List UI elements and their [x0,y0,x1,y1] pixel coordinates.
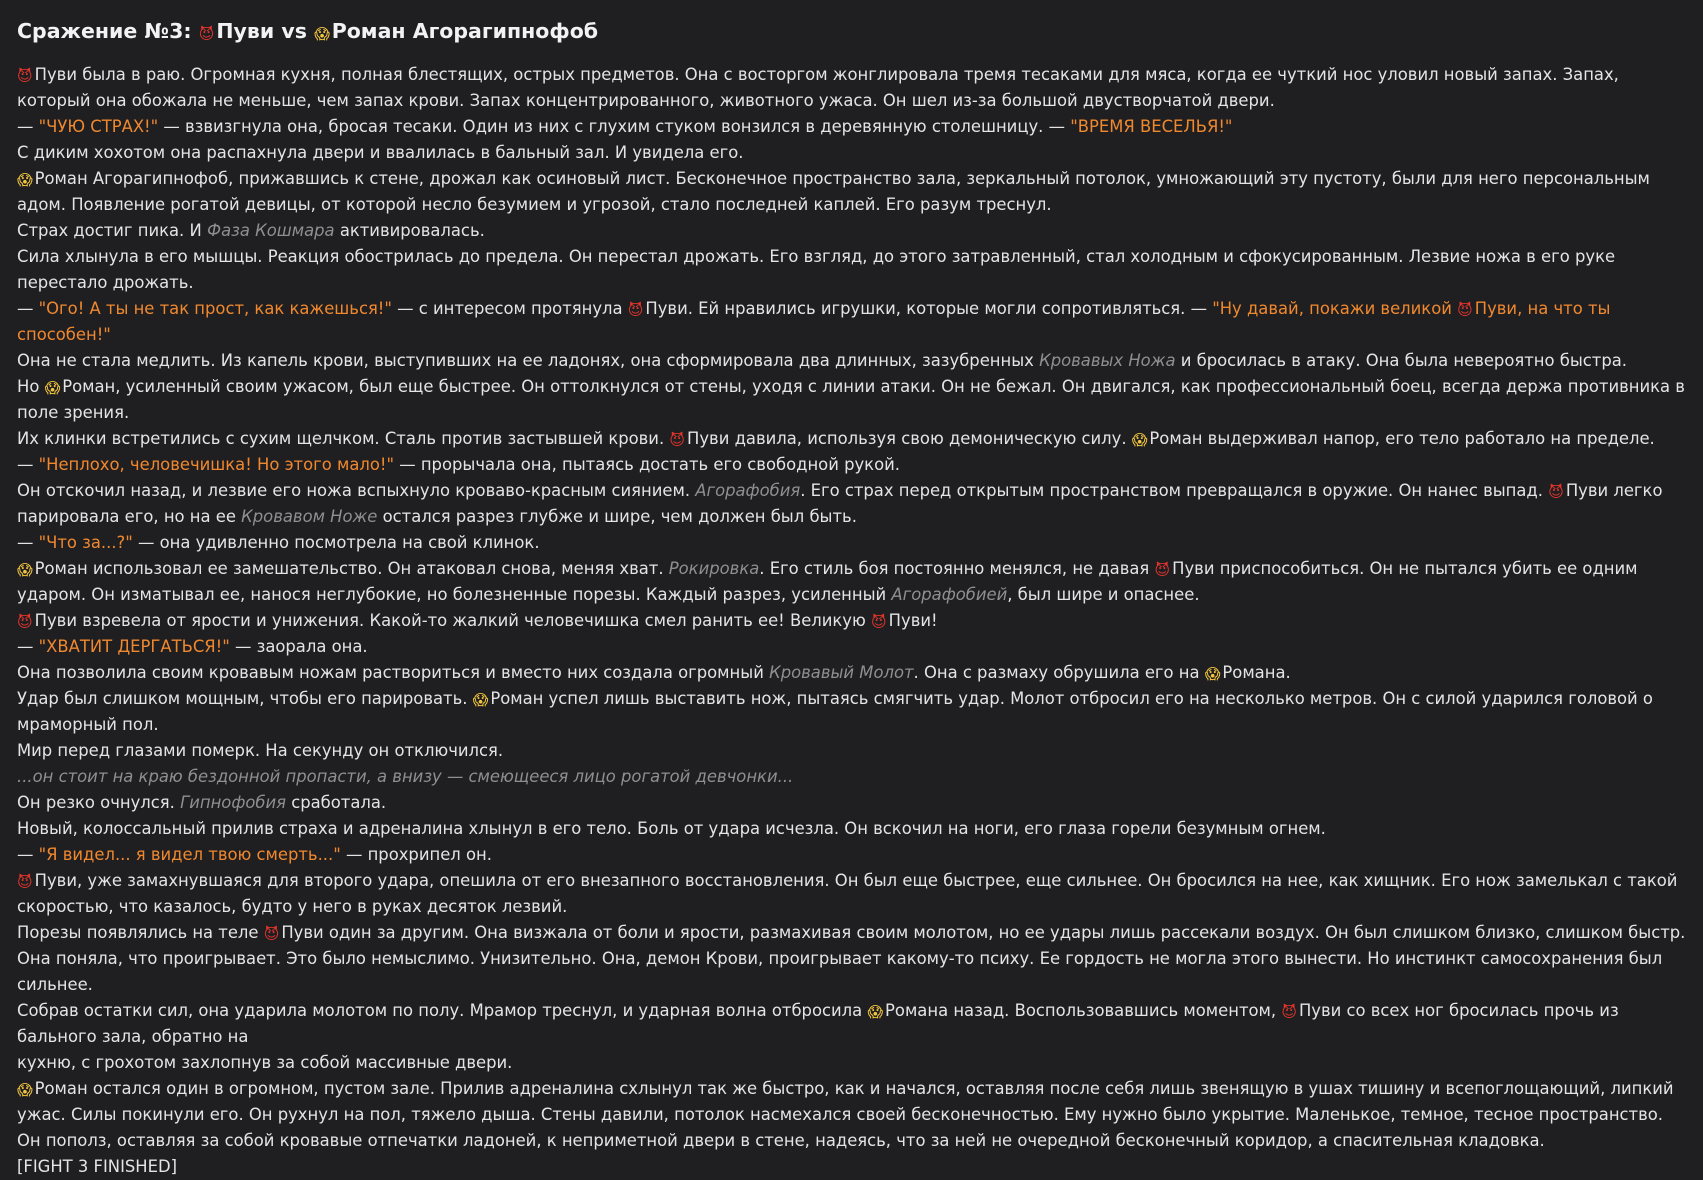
paragraph [17,374,1687,426]
text: Пуви со всех ног бросилась прочь из бального зала, обратно на [17,1001,1619,1046]
chat-message [17,14,1687,1180]
text: Страх достиг пика. И [17,221,207,240]
quote: "ВРЕМЯ ВЕСЕЛЬЯ!" [1070,117,1233,136]
skill-name: Фаза Кошмара [206,221,335,240]
text: — [17,299,39,318]
text: Но [17,377,45,396]
screaming-face-icon: 😱 [867,1003,884,1021]
paragraph: С диким хохотом она распахнула двери и ввалилась в бальный зал. И увидела его. [17,143,744,162]
text: Роман остался один в огромном, пустом зале. Прилив адреналина схлынул так же быстро, как и начался, оставляя после себя лишь звенящую в ушах тишину и всепоглощающий, липкий ужас. Силы покинули его. Он рухнул на пол, тяжело дыша. Стены давили, потолок насмехался своей бесконечностью. Ему нужно было укрытие. Маленькое, темное, тесное пространство. Он пополз, оставляя за собой кровавые отпечатки ладоней, к неприметной двери в стене, надеясь, что за ней не очередной бесконечный коридор, а спасительная кладовка. [17,1079,1674,1150]
paragraph [17,114,1687,140]
paragraph [17,842,1687,868]
screaming-face-icon: 😱 [17,1081,33,1099]
title-name2: Роман Агорагипнофоб [331,19,599,43]
paragraph: Она поняла, что проигрывает. Это было немыслимо. Унизительно. Она, демон Крови, проигрывает какому-то психу. Ее гордость не могла этого вынести. Но инстинкт самосохранения был сильнее. [17,949,1663,994]
text: сработала. [286,793,387,812]
text: — [17,637,39,656]
devil-face-icon: 😈 [871,613,887,631]
text: . Его стиль боя постоянно менялся, не давая [759,559,1155,578]
text: Пуви! [888,611,938,630]
quote: Пуви, на что ты способен!" [17,299,1611,344]
text: . Его страх перед открытым пространством превращался в оружие. Он нанес выпад. [800,481,1549,500]
screaming-face-icon: 😱 [17,171,33,189]
skill-name: Агорафобия [695,481,801,500]
text: Она позволила своим кровавым ножам раствориться и вместо них создала огромный [17,663,770,682]
skill-name: Гипнофобия [180,793,286,812]
paragraph [17,296,1687,348]
devil-face-icon: 😈 [1548,483,1564,501]
skill-name: Агорафобией [891,585,1008,604]
paragraph [17,166,1687,218]
text: , был шире и опаснее. [1007,585,1200,604]
devil-face-icon: 😈 [627,301,644,319]
text: Романа назад. Воспользовавшись моментом, [885,1001,1282,1020]
title-name1: Пуви [216,19,275,43]
skill-name: Кровавый Молот [769,663,914,682]
title-prefix: Сражение №3: [17,19,192,43]
text: Роман успел лишь выставить нож, пытаясь смягчить удар. Молот отбросил его на несколько метров. Он с силой ударился головой о мраморный пол. [17,689,1653,734]
text: Он резко очнулся. [17,793,181,812]
paragraph: Мир перед глазами померк. На секунду он отключился. [17,741,504,760]
devil-face-icon: 😈 [198,25,215,43]
text: Пуви, уже замахнувшаяся для второго удара, опешила от его внезапного восстановления. Он был еще быстрее, еще сильнее. Он бросился на нее, как хищник. Его нож замелькал с такой скоростью, что казалось, будто у него в руках десяток лезвий. [17,871,1678,916]
text: — [17,533,39,552]
paragraph [17,452,1687,478]
fight-finished-marker: [FIGHT 3 FINISHED] [17,1157,178,1176]
text: — прохрипел он. [340,845,492,864]
paragraph [17,348,1687,374]
paragraph [17,62,1687,114]
text: Пуви взревела от ярости и унижения. Какой-то жалкий человечишка смел ранить ее! Великую [34,611,872,630]
quote: "Ого! А ты не так прост, как кажешься!" [38,299,392,318]
text: — [17,845,39,864]
devil-face-icon: 😈 [1154,561,1171,579]
paragraph [17,1076,1687,1154]
quote: "Неплохо, человечишка! Но этого мало!" [38,455,395,474]
message-title [17,14,1687,48]
text: Роман, усиленный своим ужасом, был еще быстрее. Он оттолкнулся от стены, уходя с линии атаки. Он не бежал. Он двигался, как профессиональный боец, всегда держа противника в поле зрения. [17,377,1685,422]
text: Собрав остатки сил, она ударила молотом по полу. Мрамор треснул, и ударная волна отбросила [17,1001,868,1020]
text: Удар был слишком мощным, чтобы его парировать. [17,689,473,708]
screaming-face-icon: 😱 [44,379,61,397]
paragraph [17,920,1687,946]
text: — [17,455,39,474]
scroll-cutoff [0,0,1703,6]
paragraph [17,530,1687,556]
text: — заорала она. [229,637,368,656]
paragraph: Сила хлынула в его мышцы. Реакция обострилась до предела. Он перестал дрожать. Его взгляд, до этого затравленный, стал холодным и сфокусированным. Лезвие ножа в его руке перестало дрожать. [17,247,1616,292]
text: — она удивленно посмотрела на свой клинок. [132,533,540,552]
paragraph: Новый, колоссальный прилив страха и адреналина хлынул в его тело. Боль от удара исчезла. Он вскочил на ноги, его глаза горели безумным огнем. [17,819,1326,838]
devil-face-icon: 😈 [1281,1003,1297,1021]
text: Роман выдерживал напор, его тело работало на пределе. [1149,429,1655,448]
quote: "ЧУЮ СТРАХ!" [38,117,159,136]
text: остался разрез глубже и шире, чем должен был быть. [377,507,857,526]
text: Он отскочил назад, и лезвие его ножа вспыхнуло кроваво-красным сиянием. [17,481,696,500]
screaming-face-icon: 😱 [17,561,33,579]
text: — взвизгнула она, бросая тесаки. Один из них с глухим стуком вонзился в деревянную столешницу. — [158,117,1071,136]
quote: "Я видел... я видел твою смерть..." [38,845,341,864]
text: активировалась. [334,221,485,240]
message-body [17,62,1687,1180]
screaming-face-icon: 😱 [472,691,489,709]
text: Их клинки встретились с сухим щелчком. Сталь против застывшей крови. [17,429,670,448]
paragraph [17,556,1687,608]
text: Пуви приспособиться. Он не пытался убить ее одним ударом. Он изматывал ее, нанося неглубокие, но болезненные порезы. Каждый разрез, усиленный [17,559,1638,604]
text: Пуви давила, используя свою демоническую силу. [687,429,1132,448]
text: Роман использовал ее замешательство. Он атаковал снова, меняя хват. [34,559,669,578]
devil-face-icon: 😈 [17,873,33,891]
skill-name: Кровавых Ножа [1039,351,1176,370]
devil-face-icon: 😈 [263,925,280,943]
text: Роман Агорагипнофоб, прижавшись к стене, дрожал как осиновый лист. Бесконечное пространство зала, зеркальный потолок, умножающий эту пустоту, были для него персональным адом. Появление рогатой девицы, от которой несло безумием и угрозой, стало последней каплей. Его разум треснул. [17,169,1650,214]
quote: "ХВАТИТ ДЕРГАТЬСЯ!" [38,637,230,656]
paragraph [17,478,1687,530]
devil-face-icon: 😈 [17,613,33,631]
paragraph-italic: ...он стоит на краю бездонной пропасти, а внизу — смеющееся лицо рогатой девчонки... [17,767,794,786]
text: — с интересом протянула [391,299,628,318]
devil-face-icon: 😈 [1457,301,1473,319]
text: — [17,117,39,136]
devil-face-icon: 😈 [669,431,686,449]
paragraph [17,426,1687,452]
screaming-face-icon: 😱 [1131,431,1148,449]
paragraph [17,868,1687,920]
text: Порезы появлялись на теле [17,923,264,942]
quote: "Ну давай, покажи великой [1212,299,1458,318]
text: Она не стала медлить. Из капель крови, выступивших на ее ладонях, она сформировала два длинных, зазубренных [17,351,1040,370]
screaming-face-icon: 😱 [314,25,330,43]
text: Пуви была в раю. Огромная кухня, полная блестящих, острых предметов. Она с восторгом жонглировала тремя тесаками для мяса, когда ее чуткий нос уловил новый запах. Запах, который она обожала не меньше, чем запах крови. Запах концентрированного, животного ужаса. Он шел из-за большой двустворчатой двери. [17,65,1619,110]
skill-name: Кровавом Ноже [241,507,378,526]
quote: "Что за...?" [38,533,133,552]
text: и бросилась в атаку. Она была невероятно быстра. [1175,351,1627,370]
text: — прорычала она, пытаясь достать его свободной рукой. [394,455,900,474]
paragraph [17,634,1687,660]
text: Романа. [1222,663,1291,682]
paragraph [17,660,1687,686]
text: Пуви. Ей нравились игрушки, которые могли сопротивляться. — [645,299,1213,318]
paragraph [17,686,1687,738]
text: Пуви один за другим. Она визжала от боли и ярости, размахивая своим молотом, но ее удары лишь рассекали воздух. Он был слишком близко, слишком быстр. [281,923,1686,942]
paragraph [17,608,1687,634]
paragraph [17,790,1687,816]
paragraph [17,998,1687,1050]
skill-name: Рокировка [668,559,760,578]
paragraph [17,218,1687,244]
text: . Она с размаху обрушила его на [913,663,1205,682]
text: Пуви легко парировала его, но на ее [17,481,1663,526]
screaming-face-icon: 😱 [1204,665,1221,683]
paragraph: кухню, с грохотом захлопнув за собой массивные двери. [17,1053,513,1072]
title-vs: vs [281,19,307,43]
devil-face-icon: 😈 [17,67,33,85]
